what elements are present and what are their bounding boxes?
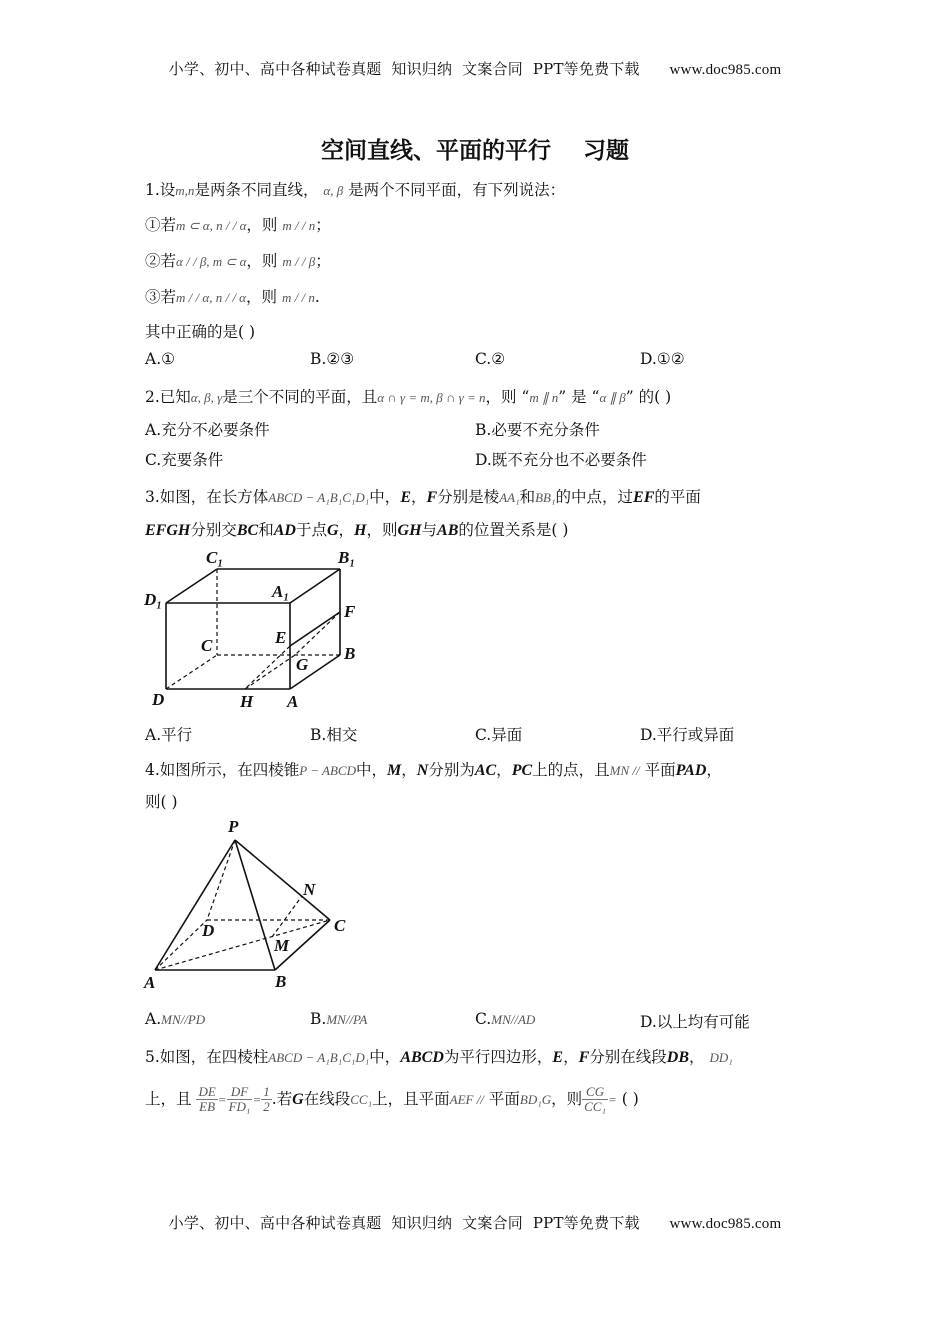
q2-option-d[interactable]: D.既不充分也不必要条件: [475, 451, 647, 469]
edge-fe: [290, 612, 340, 646]
label-p: P: [228, 817, 239, 836]
label-b1: B₁: [338, 548, 356, 567]
fraction-cg-cc1: $\frac{CG}{\text{CC₁}}$: [584, 1084, 607, 1115]
fraction-one-half: $\frac{1}{2}$: [263, 1084, 270, 1115]
q1-statement-1: ①若m ⊂ α, n / / α，则 m / / n；: [145, 216, 331, 234]
label-a: A: [144, 973, 156, 992]
footer-text: 小学、初中、高中各种试卷真题 知识归纳 文案合同 PPT等免费下载: [168, 1214, 640, 1232]
q4-pyramid-figure: [140, 815, 360, 995]
q2-option-b[interactable]: B.必要不充分条件: [475, 421, 600, 439]
label-a: A: [287, 692, 299, 711]
footer-site-link[interactable]: www.doc985.com: [669, 1216, 782, 1232]
label-f: F: [344, 602, 356, 621]
label-h: H: [240, 692, 254, 711]
label-m: M: [274, 936, 290, 955]
q2-stem: 2.已知α, β, γ是三个不同的平面，且α ∩ γ = m, β ∩ γ = n，则 “m ∥ n” 是 “α ∥ β” 的( ): [145, 388, 672, 406]
edge-pc: [235, 840, 330, 920]
q4-option-a[interactable]: A.MN//PD: [145, 1010, 206, 1028]
q4-stem-line2: 则( ): [145, 793, 178, 811]
q4-option-d[interactable]: D.以上均有可能: [640, 1013, 750, 1031]
edge-eh-hidden: [245, 646, 290, 689]
q3-stem-line2: EFGH分别交BC和AD于点G，H，则GH与AB的位置关系是( ): [145, 521, 569, 539]
q4-stem-line1: 4.如图所示，在四棱锥P − ABCD中，M，N分别为AC，PC上的点，且MN // 平面PAD，: [145, 761, 722, 779]
edge-fg-hidden: [295, 612, 340, 655]
q4-option-c[interactable]: C.MN//AD: [475, 1010, 536, 1028]
label-a1: A₁: [272, 582, 290, 601]
fraction-df-fd1: $\frac{DF}{\text{FD₁}}$: [228, 1084, 251, 1115]
segment-mn-hidden: [272, 896, 302, 937]
q3-option-b[interactable]: B.相交: [310, 726, 358, 744]
q1-option-c[interactable]: C.②: [475, 350, 506, 368]
q3-option-a[interactable]: A.平行: [145, 726, 193, 744]
header-site-link[interactable]: www.doc985.com: [669, 62, 782, 78]
edge-b1a1: [290, 569, 340, 603]
edge-pb: [235, 840, 275, 970]
label-c: C: [334, 916, 346, 935]
header-text: 小学、初中、高中各种试卷真题 知识归纳 文案合同 PPT等免费下载: [168, 60, 640, 78]
q3-cuboid-figure: [140, 545, 380, 715]
q5-stem-line1: 5.如图，在四棱柱ABCD − A₁B₁C₁D₁中，ABCD为平行四边形，E，F分别在线段DB， DD₁: [145, 1048, 733, 1066]
edge-d1c1: [166, 569, 217, 603]
edge-dc-hidden: [166, 655, 217, 689]
edge-hg-hidden: [245, 655, 295, 689]
q1-statement-3: ③若m / / α, n / / α，则 m / / n.: [145, 288, 320, 306]
fraction-de-eb: $\frac{DE}{EB}$: [198, 1084, 216, 1115]
label-d: D: [152, 690, 165, 709]
label-g: G: [296, 655, 309, 674]
q3-option-c[interactable]: C.异面: [475, 726, 523, 744]
q3-option-d[interactable]: D.平行或异面: [640, 726, 735, 744]
label-c: C: [201, 636, 213, 655]
q1-option-a[interactable]: A.①: [145, 350, 176, 368]
q2-option-c[interactable]: C.充要条件: [145, 451, 224, 469]
page-footer: [0, 1212, 950, 1233]
q1-ask: 其中正确的是( ): [145, 323, 256, 341]
label-d1: D₁: [144, 590, 163, 609]
q1-statement-2: ②若α / / β, m ⊂ α，则 m / / β；: [145, 252, 331, 270]
page-title: 空间直线、平面的平行 习题: [320, 138, 630, 164]
q4-option-b[interactable]: B.MN//PA: [310, 1010, 368, 1028]
label-e: E: [275, 628, 287, 647]
label-d: D: [202, 921, 215, 940]
label-b: B: [275, 972, 287, 991]
q5-stem-line2: 上，且 $\frac{DE}{EB}$ = $\frac{DF}{\text{FD₁}}$ = $\frac{1}{2}$ .若G在线段CC₁上，且平面AEF // 平面BD₁G，则 $\frac{CG}{\text{CC₁}}$ = ( ): [145, 1084, 639, 1115]
q1-option-d[interactable]: D.①②: [640, 350, 685, 368]
label-c1: C₁: [206, 548, 224, 567]
label-n: N: [303, 880, 316, 899]
q1-option-b[interactable]: B.②③: [310, 350, 355, 368]
q2-option-a[interactable]: A.充分不必要条件: [145, 421, 270, 439]
q3-stem-line1: 3.如图，在长方体ABCD − A₁B₁C₁D₁中，E，F分别是棱AA₁和BB₁的中点，过EF的平面: [145, 488, 701, 506]
page-header: [0, 58, 950, 79]
label-b: B: [344, 644, 356, 663]
q1-stem: 1.设m,n是两条不同直线， α, β 是两个不同平面，有下列说法：: [145, 181, 566, 199]
